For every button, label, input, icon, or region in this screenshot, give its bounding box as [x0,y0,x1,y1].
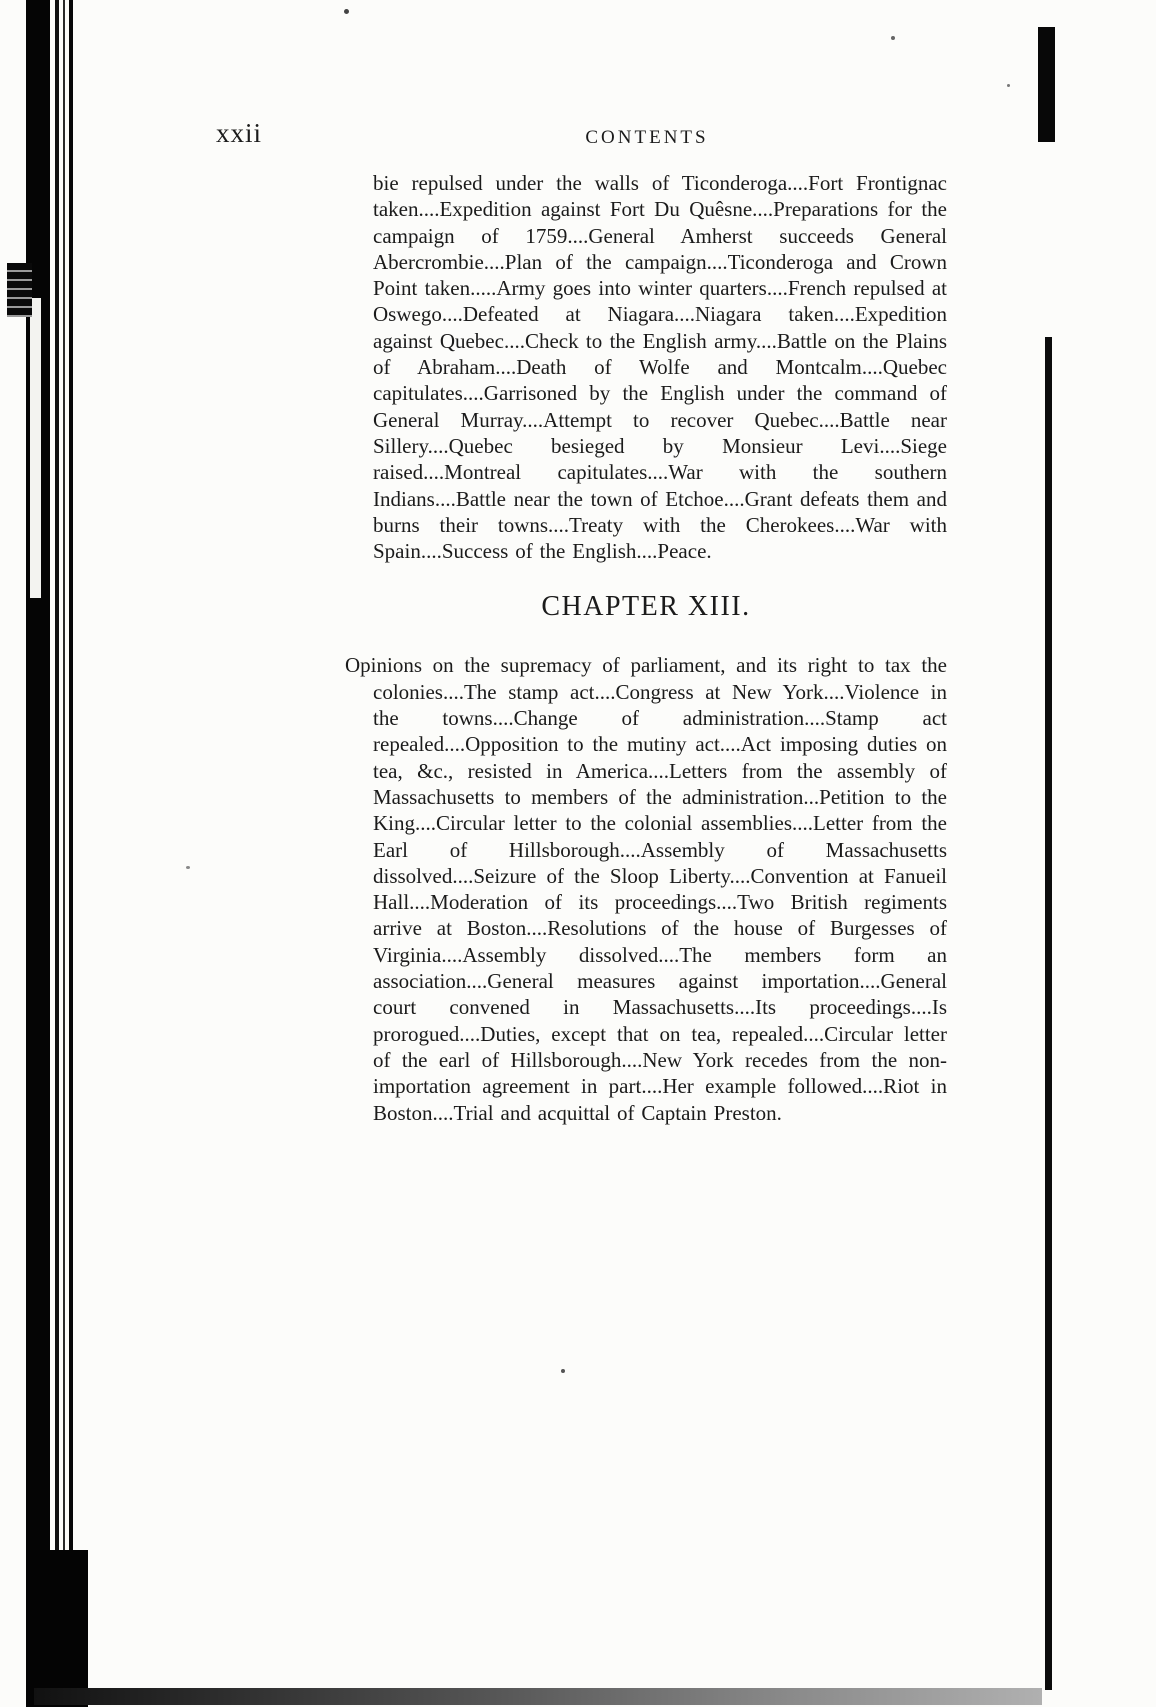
scan-top-right-mark [1038,27,1055,142]
scan-binding-line [63,0,65,1707]
contents-text-block [345,170,947,1126]
chapter-heading: CHAPTER XIII. [541,591,751,623]
scan-corner-shadow [26,1550,88,1707]
scan-binding-highlight [30,298,41,598]
running-head: CONTENTS [585,127,709,148]
scan-speck [1007,84,1010,87]
scan-binding-line [69,0,73,1707]
chapter-13-summary: Opinions on the supremacy of parliament, and its right to tax the colonies....The stamp act....Congress at New York....Violence in the towns....Change of administration....Stamp act repealed....Opposition to the mutiny act....Act imposing duties on tea, &c., resisted in America....Letters from the assembly of Massachusetts to members of the administration...Petition to the King....Circular letter to the colonial assemblies....Letter from the Earl of Hillsborough....Assembly of Massachusetts dissolved....Seizure of the Sloop Liberty....Convention at Fanueil Hall....Moderation of its proceedings....Two British regiments arrive at Boston....Resolutions of the house of Burgesses of Virginia....Assembly dissolved....The members form an association....General measures against importation....General court convened in Massachusetts....Its proceedings....Is prorogued....Duties, except that on tea, repealed....Circular letter of the earl of Hillsborough....New York recedes from the non-importation agreement in part....Her example followed....Riot in Boston....Trial and acquittal of Captain Preston. [345,653,947,1125]
scan-speck [891,36,895,40]
page-number: xxii [216,118,263,148]
scan-speck [344,9,349,14]
scan-binding-band [26,0,50,1707]
scan-binding-line [55,0,59,1707]
chapter-12-summary-continuation: bie repulsed under the walls of Ticonderoga....Fort Frontignac taken....Expedition against Fort Du Quêsne....Preparations for the campaign of 1759....General Amherst succeeds General Abercrombie....Plan of the campaign....Ticonderoga and Crown Point taken.....Army goes into winter quarters....French repulsed at Oswego....Defeated at Niagara....Niagara taken....Expedition against Quebec....Check to the English army....Battle on the Plains of Abraham....Death of Wolfe and Montcalm....Quebec capitulates....Garrisoned by the English under the command of General Murray....Attempt to recover Quebec....Battle near Sillery....Quebec besieged by Monsieur Levi....Siege raised....Montreal capitulates....War with the southern Indians....Battle near the town of Etchoe....Grant defeats them and burns their towns....Treaty with the Cherokees....War with Spain....Success of the English....Peace. [373,171,947,564]
scan-right-edge-line [1045,337,1052,1690]
scan-speck [186,866,190,869]
scan-edge-blob [7,263,32,317]
scan-bottom-edge-shadow [34,1688,1042,1705]
scan-speck [561,1369,565,1373]
